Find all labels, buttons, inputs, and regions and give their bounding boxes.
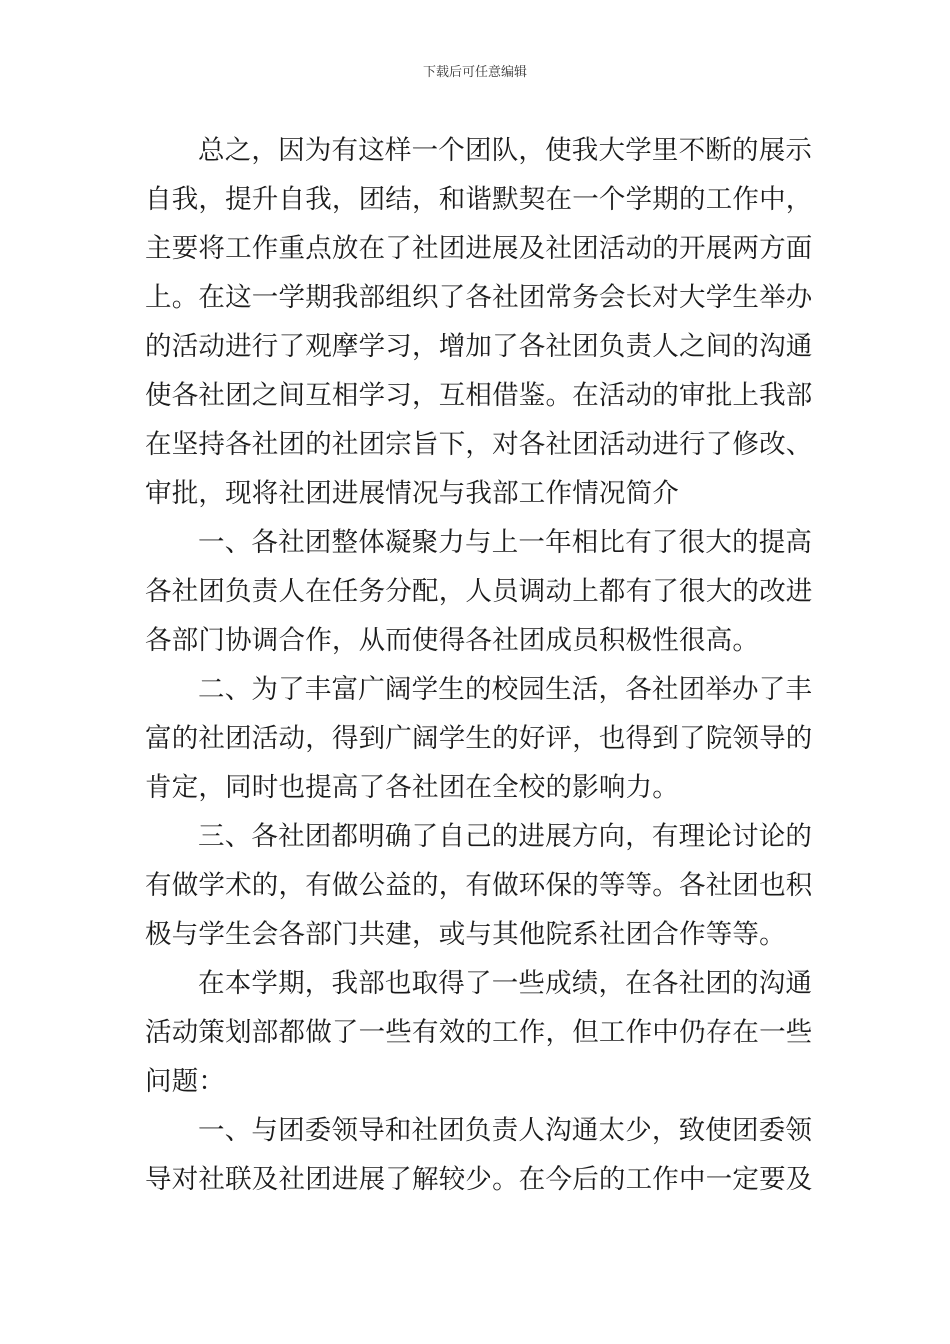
text-line: 一、各社团整体凝聚力与上一年相比有了很大的提高: [198, 527, 813, 558]
text-line: 的活动进行了观摩学习，增加了各社团负责人之间的沟通: [145, 331, 813, 362]
page-header: 下载后可任意编辑: [422, 65, 527, 80]
text-line: 一、与团委领导和社团负责人沟通太少，致使团委领: [198, 1115, 813, 1146]
text-line: 主要将工作重点放在了社团进展及社团活动的开展两方面: [145, 233, 813, 264]
text-line: 问题：: [145, 1066, 226, 1097]
text-line: 各部门协调合作，从而使得各社团成员积极性很高。: [145, 625, 760, 656]
text-line: 二、为了丰富广阔学生的校园生活，各社团举办了丰: [198, 674, 813, 705]
text-line: 自我，提升自我，团结，和谐默契在一个学期的工作中，: [145, 184, 813, 215]
text-line: 肯定，同时也提高了各社团在全校的影响力。: [145, 772, 679, 803]
text-line: 审批，现将社团进展情况与我部工作情况简介: [145, 478, 679, 509]
text-line: 在坚持各社团的社团宗旨下，对各社团活动进行了修改、: [145, 429, 813, 460]
text-line: 富的社团活动，得到广阔学生的好评，也得到了院领导的: [145, 723, 813, 754]
document-body: [145, 126, 813, 1204]
text-line: 各社团负责人在任务分配，人员调动上都有了很大的改进: [145, 576, 813, 607]
text-line: 有做学术的，有做公益的，有做环保的等等。各社团也积: [145, 870, 813, 901]
text-line: 总之，因为有这样一个团队，使我大学里不断的展示: [198, 135, 813, 166]
text-line: 极与学生会各部门共建，或与其他院系社团合作等等。: [145, 919, 786, 950]
text-line: 在本学期，我部也取得了一些成绩，在各社团的沟通: [198, 968, 813, 999]
text-line: 上。在这一学期我部组织了各社团常务会长对大学生举办: [145, 282, 813, 313]
text-line: 使各社团之间互相学习，互相借鉴。在活动的审批上我部: [145, 380, 813, 411]
text-line: 活动策划部都做了一些有效的工作，但工作中仍存在一些: [145, 1017, 813, 1048]
text-line: 导对社联及社团进展了解较少。在今后的工作中一定要及: [145, 1164, 813, 1195]
text-line: 三、各社团都明确了自己的进展方向，有理论讨论的: [198, 821, 813, 852]
